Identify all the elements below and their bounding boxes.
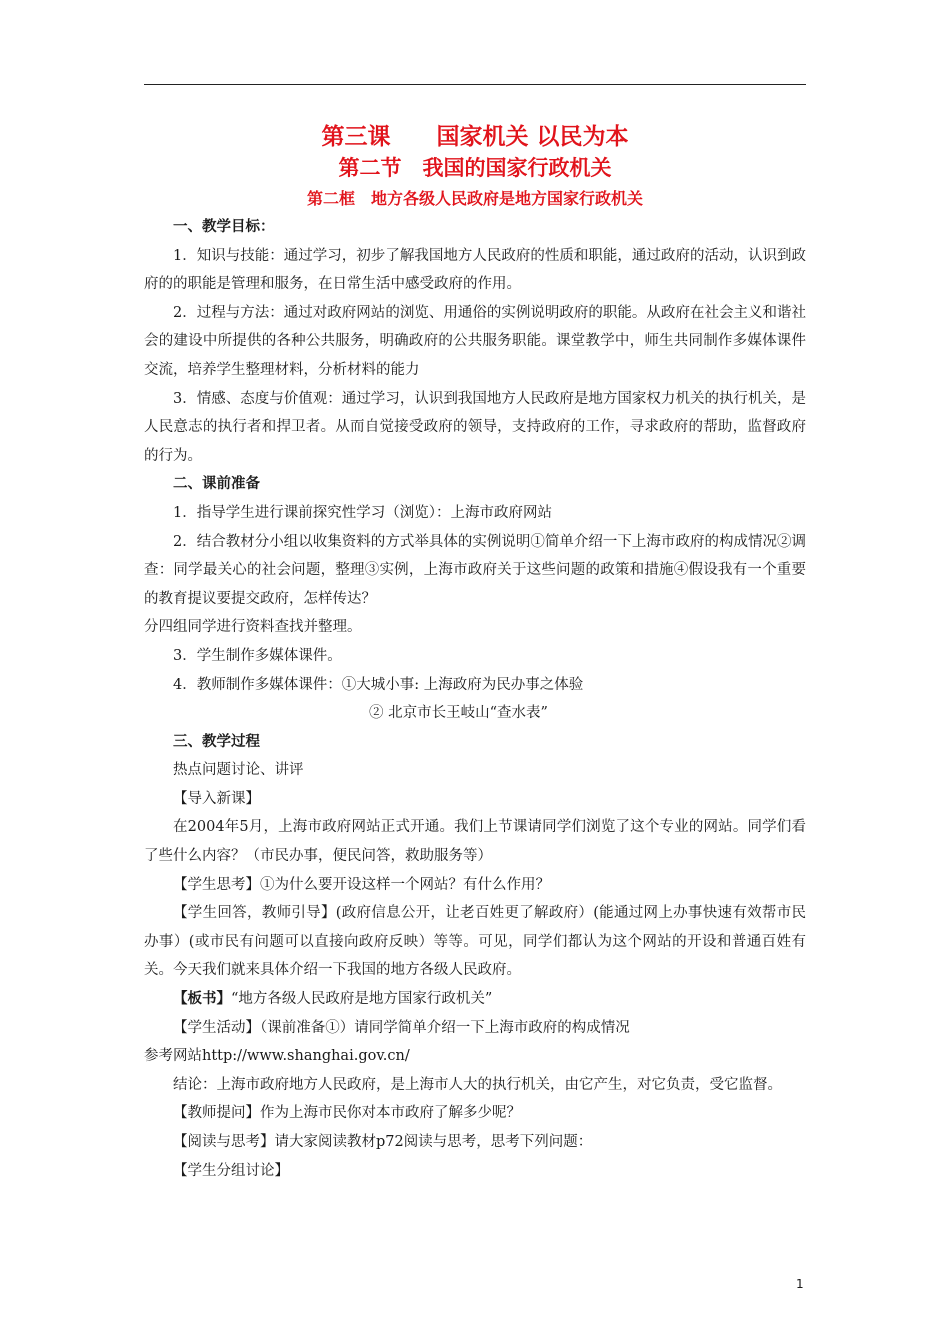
- paragraph: 结论：上海市政府地方人民政府，是上海市人大的执行机关，由它产生，对它负责，受它监督。: [173, 1076, 782, 1093]
- paragraph: 【学生活动】（课前准备①）请同学简单介绍一下上海市政府的构成情况: [173, 1019, 630, 1036]
- section-title: 第二节 我国的国家行政机关: [338, 156, 612, 180]
- board-text: “地方各级人民政府是地方国家行政机关”: [231, 991, 493, 1008]
- paragraph: 在2004年5月，上海市政府网站正式开通。我们上节课请同学们浏览了这个专业的网站。同学们看了些什么内容？（市民办事，便民问答，救助服务等）: [144, 819, 806, 865]
- heading-process: 三、教学过程: [173, 733, 260, 750]
- paragraph: 分四组同学进行资料查找并整理。: [144, 619, 362, 636]
- paragraph: 2．过程与方法：通过对政府网站的浏览、用通俗的实例说明政府的职能。从政府在社会主义和谐社会的建设中所提供的各种公共服务，明确政府的公共服务职能。课堂教学中，师生共同制作多媒体课件交流，培养学生整理材料，分析材料的能力: [144, 304, 806, 378]
- header-rule: [144, 84, 806, 85]
- title-block: [144, 122, 806, 213]
- paragraph: 3．学生制作多媒体课件。: [173, 647, 342, 664]
- heading-preparation: 二、课前准备: [173, 476, 260, 493]
- reference-link: 参考网站http://www.shanghai.gov.cn/: [144, 1048, 410, 1065]
- paragraph: 4．教师制作多媒体课件：①大城小事: 上海政府为民办事之体验: [173, 676, 584, 693]
- paragraph: 【教师提问】作为上海市民你对本市政府了解多少呢？: [173, 1105, 521, 1122]
- paragraph: 1．指导学生进行课前探究性学习（浏览）：上海市政府网站: [173, 504, 552, 521]
- frame-title: 第二框 地方各级人民政府是地方国家行政机关: [306, 189, 643, 208]
- paragraph: ② 北京市长王岐山“查水表”: [369, 705, 548, 722]
- paragraph: 1．知识与技能：通过学习，初步了解我国地方人民政府的性质和职能，通过政府的活动，认识到政府的的职能是管理和服务，在日常生活中感受政府的作用。: [144, 247, 806, 293]
- paragraph: [144, 985, 806, 1014]
- document-body: [144, 213, 806, 1185]
- paragraph: 【阅读与思考】请大家阅读教材p72阅读与思考，思考下列问题：: [173, 1134, 593, 1150]
- paragraph: 3．情感、态度与价值观：通过学习，认识到我国地方人民政府是地方国家权力机关的执行机关，是人民意志的执行者和捍卫者。从而自觉接受政府的领导，支持政府的工作，寻求政府的帮助，监督政府的行为。: [144, 390, 806, 464]
- page-number: 1: [796, 1277, 804, 1291]
- paragraph: 【学生回答，教师引导】(政府信息公开，让老百姓更了解政府）(能通过网上办事快速有效帮市民办事）(或市民有问题可以直接向政府反映）等等。可见，同学们都认为这个网站的开设和普通百姓有关。今天我们就来具体介绍一下我国的地方各级人民政府。: [144, 905, 806, 979]
- heading-objectives: 一、教学目标：: [173, 219, 275, 235]
- paragraph: 【导入新课】: [173, 790, 260, 807]
- board-label: 【板书】: [173, 991, 231, 1008]
- paragraph: 热点问题讨论、讲评: [173, 762, 304, 779]
- paragraph: 2．结合教材分小组以收集资料的方式举具体的实例说明①简单介绍一下上海市政府的构成情况②调查：同学最关心的社会问题，整理③实例，上海市政府关于这些问题的政策和措施④假设我有一个重要的教育提议要提交政府，怎样传达？: [144, 533, 806, 607]
- paragraph: 【学生分组讨论】: [173, 1162, 289, 1179]
- paragraph: 【学生思考】①为什么要开设这样一个网站？有什么作用？: [173, 876, 550, 893]
- lesson-title: 第三课 国家机关 以民为本: [321, 124, 629, 150]
